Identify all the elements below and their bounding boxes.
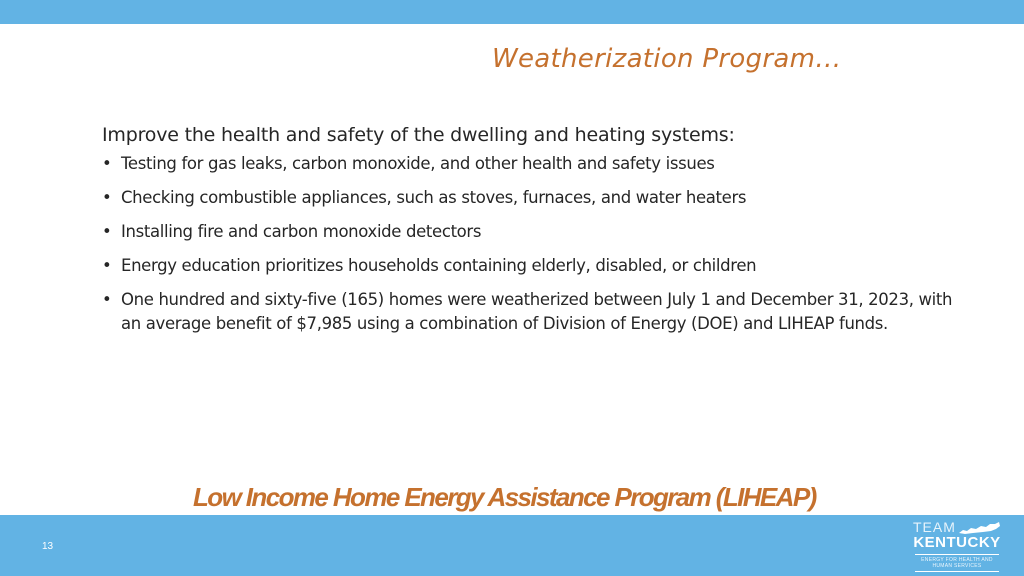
bottom-footer-band <box>0 515 1024 576</box>
bullet-dot-icon: • <box>102 290 112 309</box>
bullet-dot-icon: • <box>102 188 112 207</box>
team-kentucky-logo <box>905 519 1009 573</box>
bullet-text: Checking combustible appliances, such as stoves, furnaces, and water heaters <box>121 188 747 207</box>
kentucky-state-icon <box>957 521 1001 535</box>
slide-number: 13 <box>42 541 54 552</box>
logo-team-text: TEAM <box>913 519 956 535</box>
bullet-dot-icon: • <box>102 154 112 173</box>
bullet-item <box>102 220 962 244</box>
logo-tagline: ENERGY FOR HEALTH AND HUMAN SERVICES <box>921 557 993 569</box>
bullet-item <box>102 186 962 210</box>
bullet-list <box>102 152 962 336</box>
logo-divider-top <box>915 554 999 555</box>
bullet-item <box>102 152 962 176</box>
slide-title: Weatherization Program… <box>492 44 842 74</box>
bullet-item <box>102 288 962 336</box>
program-name-footer: Low Income Home Energy Assistance Program (LIHEAP) <box>193 482 816 512</box>
logo-divider-bottom <box>915 571 999 572</box>
bullet-text: One hundred and sixty-five (165) homes were weatherized between July 1 and December 31, 2023, with an average benefit of $7,985 using a combination of Division of Energy (DOE) and LIHEAP funds. <box>121 290 953 333</box>
logo-kentucky-text: KENTUCKY <box>913 534 1001 551</box>
bullet-text: Energy education prioritizes households containing elderly, disabled, or children <box>121 256 757 275</box>
bullet-text: Installing fire and carbon monoxide detectors <box>121 222 482 241</box>
intro-text: Improve the health and safety of the dwelling and heating systems: <box>102 124 735 146</box>
bullet-dot-icon: • <box>102 222 112 241</box>
bullet-dot-icon: • <box>102 256 112 275</box>
bullet-item <box>102 254 962 278</box>
slide-content <box>102 122 962 346</box>
bullet-text: Testing for gas leaks, carbon monoxide, and other health and safety issues <box>121 154 715 173</box>
top-header-band <box>0 0 1024 24</box>
